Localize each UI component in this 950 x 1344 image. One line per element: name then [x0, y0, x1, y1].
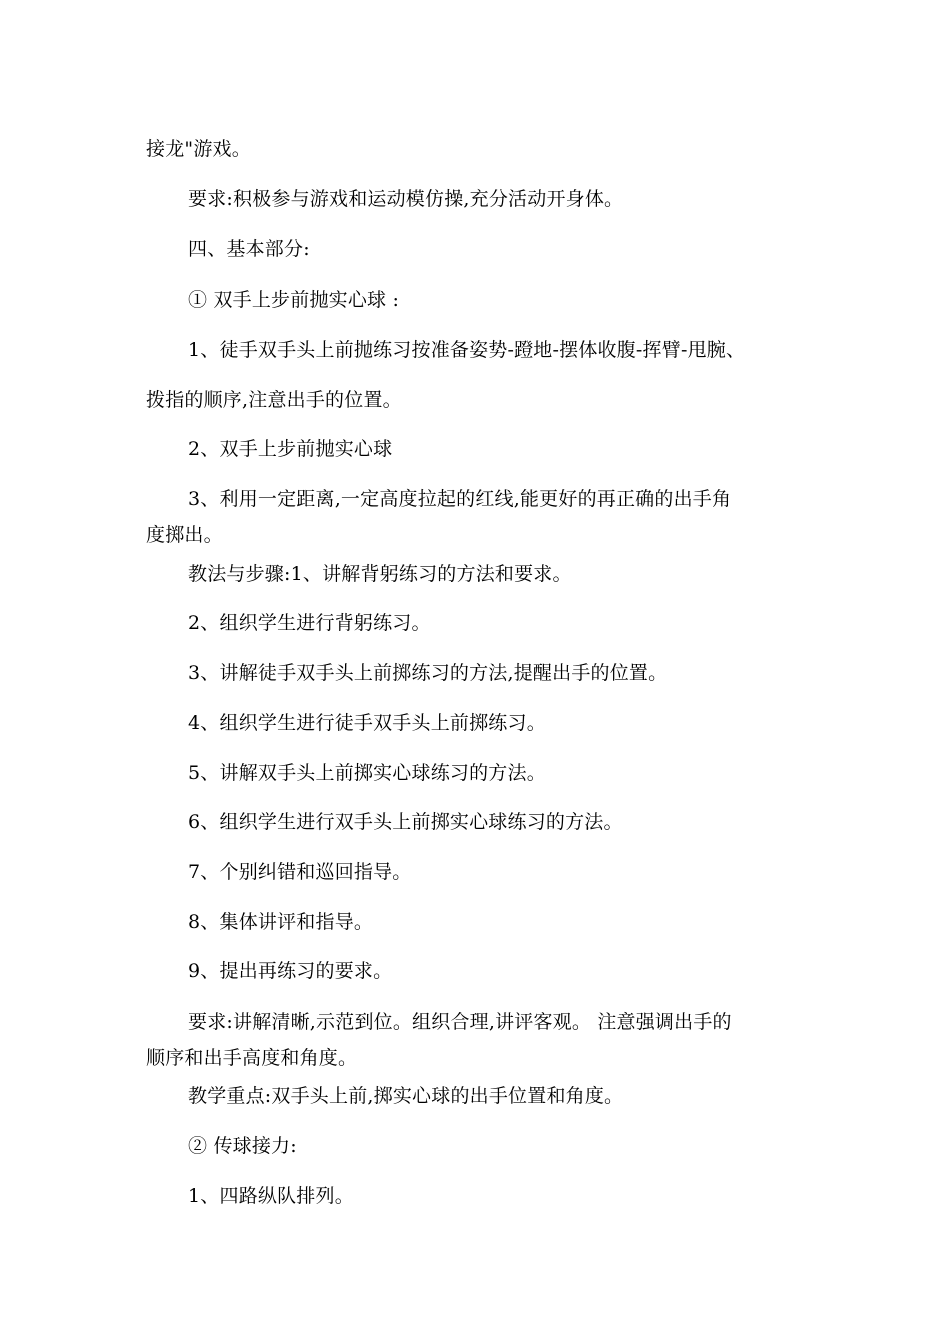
teaching-step-4: 4、组织学生进行徒手双手头上前掷练习。: [188, 712, 546, 734]
section-heading-basic-part: 四、基本部分:: [188, 238, 310, 260]
teaching-step-3: 3、讲解徒手双手头上前掷练习的方法,提醒出手的位置。: [188, 662, 668, 684]
text-line-requirement-warmup: 要求:积极参与游戏和运动模仿操,充分活动开身体。: [188, 188, 624, 210]
teaching-step-9: 9、提出再练习的要求。: [188, 960, 393, 982]
teaching-step-8: 8、集体讲评和指导。: [188, 911, 374, 933]
list-item-1-continued: 拨指的顺序,注意出手的位置。: [146, 389, 402, 411]
teaching-step-5: 5、讲解双手头上前掷实心球练习的方法。: [188, 762, 546, 784]
teaching-step-6: 6、组织学生进行双手头上前掷实心球练习的方法。: [188, 811, 623, 833]
subheading-pass-relay: ② 传球接力:: [188, 1135, 297, 1157]
text-line-game-end: 接龙"游戏。: [146, 138, 251, 160]
subheading-medicine-ball-throw: ① 双手上步前抛实心球 :: [188, 289, 400, 311]
text-line-teaching-focus: 教学重点:双手头上前,掷实心球的出手位置和角度。: [188, 1085, 624, 1107]
teaching-step-2: 2、组织学生进行背躬练习。: [188, 612, 431, 634]
teaching-steps-heading: 教法与步骤:1、讲解背躬练习的方法和要求。: [188, 563, 572, 585]
text-line-requirement-teaching: 要求:讲解清晰,示范到位。组织合理,讲评客观。 注意强调出手的: [188, 1011, 732, 1033]
list-item-1-bare-hand-throw: 1、徒手双手头上前抛练习按准备姿势-蹬地-摆体收腹-挥臂-甩腕、: [188, 339, 746, 361]
list-item-3-continued: 度掷出。: [146, 524, 223, 546]
list-item-2-step-throw: 2、双手上步前抛实心球: [188, 438, 393, 460]
teaching-step-7: 7、个别纠错和巡回指导。: [188, 861, 412, 883]
text-line-requirement-continued: 顺序和出手高度和角度。: [146, 1047, 358, 1069]
relay-item-1: 1、四路纵队排列。: [188, 1185, 354, 1207]
list-item-3-red-line: 3、利用一定距离,一定高度拉起的红线,能更好的再正确的出手角: [188, 488, 732, 510]
